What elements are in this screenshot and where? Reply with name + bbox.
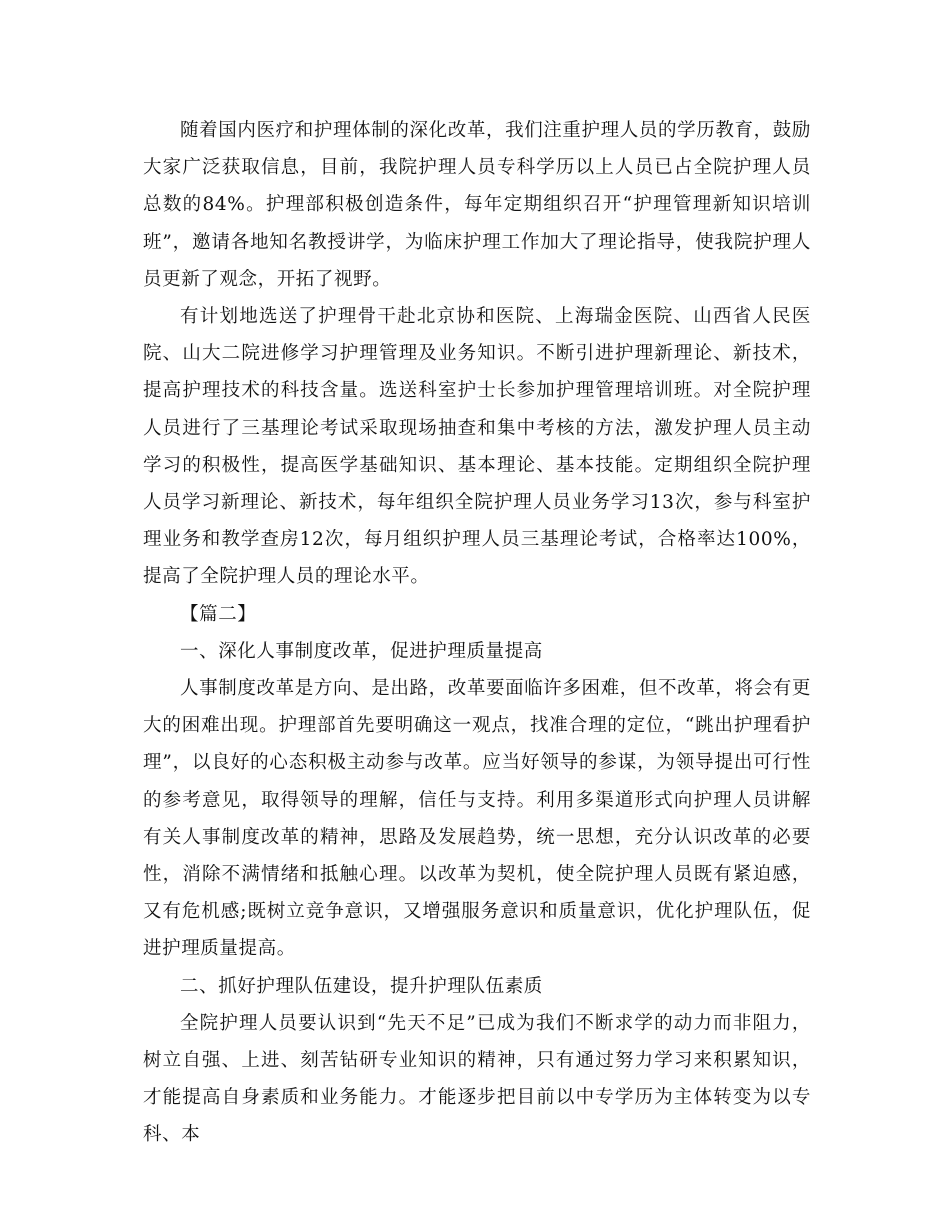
paragraph-reform: 人事制度改革是方向、是出路，改革要面临许多困难，但不改革，将会有更大的困难出现。护理部首先要明确这一观点，找准合理的定位，“跳出护理看护理”，以良好的心态积极主动参与改革。应当好领导的参谋，为领导提出可行性的参考意见，取得领导的理解，信任与支持。利用多渠道形式向护理人员讲解有关人事制度改革的精神，思路及发展趋势，统一思想，充分认识改革的必要性，消除不满情绪和抵触心理。以改革为契机，使全院护理人员既有紧迫感，又有危机感;既树立竞争意识，又增强服务意识和质量意识，优化护理队伍，促进护理质量提高。 bbox=[143, 678, 811, 960]
section-heading-2: 二、抓好护理队伍建设，提升护理队伍素质 bbox=[180, 975, 543, 997]
document-body bbox=[143, 112, 811, 1154]
paragraph-education: 随着国内医疗和护理体制的深化改革，我们注重护理人员的学历教育，鼓励大家广泛获取信息，目前，我院护理人员专科学历以上人员已占全院护理人员总数的84%。护理部积极创造条件，每年定期组织召开“护理管理新知识培训班”，邀请各地知名教授讲学，为临床护理工作加大了理论指导，使我院护理人员更新了观念，开拓了视野。 bbox=[143, 120, 811, 290]
section-label: 【篇二】 bbox=[180, 603, 257, 625]
paragraph-training: 有计划地选送了护理骨干赴北京协和医院、上海瑞金医院、山西省人民医院、山大二院进修学习护理管理及业务知识。不断引进护理新理论、新技术，提高护理技术的科技含量。选送科室护士长参加护理管理培训班。对全院护理人员进行了三基理论考试采取现场抽查和集中考核的方法，激发护理人员主动学习的积极性，提高医学基础知识、基本理论、基本技能。定期组织全院护理人员学习新理论、新技术，每年组织全院护理人员业务学习13次，参与科室护理业务和教学查房12次，每月组织护理人员三基理论考试，合格率达100%，提高了全院护理人员的理论水平。 bbox=[143, 306, 811, 588]
section-heading-1: 一、深化人事制度改革，促进护理质量提高 bbox=[180, 640, 543, 662]
paragraph-team: 全院护理人员要认识到“先天不足”已成为我们不断求学的动力而非阻力，树立自强、上进、刻苦钻研专业知识的精神，只有通过努力学习来积累知识，才能提高自身素质和业务能力。才能逐步把目前以中专学历为主体转变为以专科、本 bbox=[143, 1012, 811, 1146]
